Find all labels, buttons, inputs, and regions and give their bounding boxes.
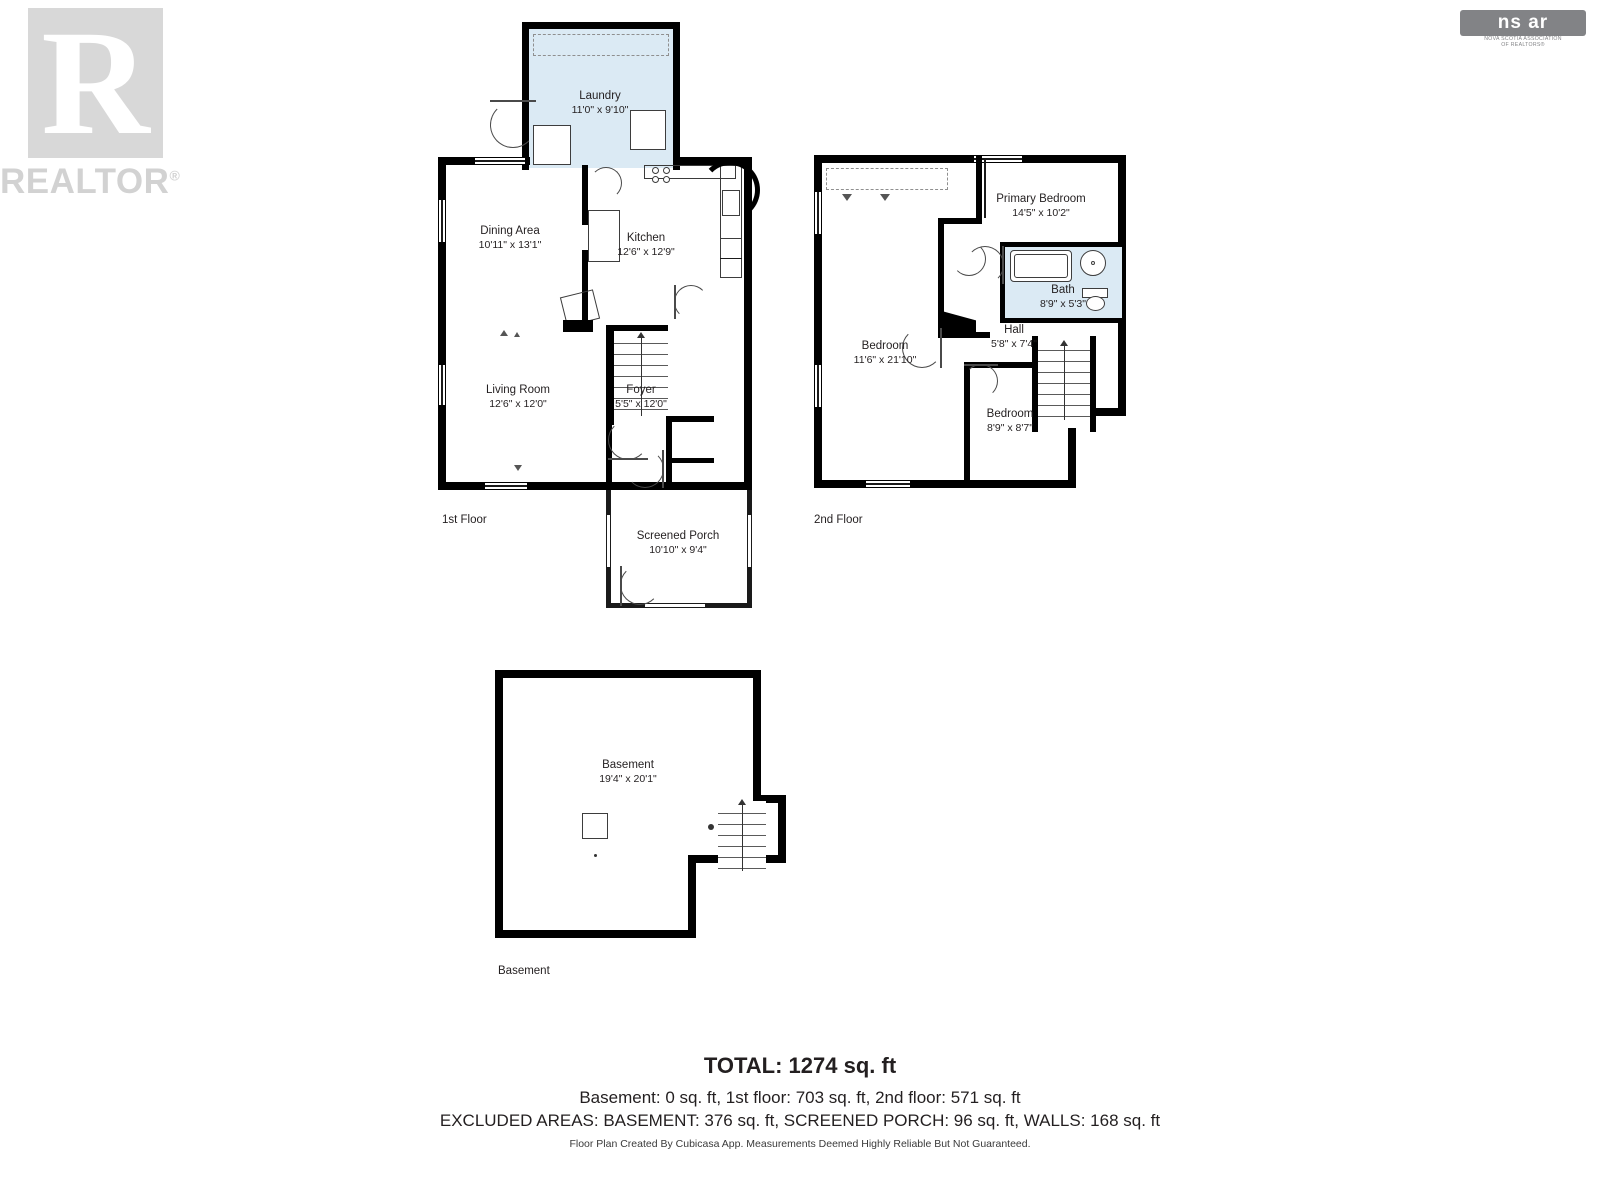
kitchen-appliance-divider: [720, 258, 742, 259]
room-label-kitchen: [576, 232, 716, 259]
basement-plan: [490, 665, 810, 995]
front-door-leaf: [662, 450, 664, 488]
primary-door-swing: [952, 242, 986, 276]
room-label-laundry: [530, 90, 670, 117]
basement-wall-left: [495, 670, 503, 938]
room-name-living-room: Living Room: [486, 384, 550, 396]
nsar-subtitle-line-1: NOVA SCOTIA ASSOCIATION: [1484, 36, 1562, 42]
porch-opening-right: [748, 515, 751, 567]
room-label-screened-porch: [608, 530, 748, 557]
basement-wall-top: [495, 670, 761, 678]
bath-wall-top: [1000, 242, 1124, 247]
room-name-dining-area: Dining Area: [480, 225, 540, 237]
cooktop-burner-1: [652, 167, 659, 174]
porch-door-leaf: [620, 566, 622, 606]
realtor-wordmark: [0, 162, 190, 202]
plan-credit-note: Floor Plan Created By Cubicasa App. Measurements Deemed Highly Reliable But Not Guaranteed.: [569, 1138, 1031, 1150]
room-name-laundry: Laundry: [579, 90, 621, 102]
room-label-dining-area: [440, 225, 580, 252]
laundry-counter-outline: [533, 34, 669, 56]
porch-door-swing: [620, 565, 660, 605]
bedroom-2-door-leaf: [964, 364, 998, 366]
bath-door-leaf: [1002, 246, 1004, 284]
nsar-wordmark: ns ar: [1460, 10, 1586, 36]
room-name-bedroom-2: Bedroom: [986, 408, 1034, 420]
first-floor-plan: [430, 10, 770, 630]
living-room-marker-left: [500, 330, 508, 336]
room-dimensions-bath: 8'9" x 5'3": [1040, 297, 1086, 310]
basement-utility-marker: [708, 824, 714, 830]
foyer-partition-right: [666, 416, 672, 490]
stair3-direction-arrow: [738, 799, 746, 805]
room-dimensions-bedroom: 11'6" x 21'10": [853, 353, 917, 366]
kitchen-peninsula-wall: [563, 320, 593, 332]
window-sill-top-dining: [475, 160, 525, 162]
basement-column: [582, 813, 608, 839]
closet-marker-1: [842, 194, 852, 201]
room-dimensions-screened-porch: 10'10" x 9'4": [649, 543, 707, 556]
closet-shelf-primary: [826, 168, 948, 190]
basement-wall-bumpout-right: [778, 795, 786, 863]
realtor-r-glyph: R: [41, 0, 150, 166]
realtor-registered-mark: ®: [169, 167, 181, 184]
room-name-screened-porch: Screened Porch: [636, 530, 720, 542]
excluded-areas-label: EXCLUDED AREAS: BASEMENT: 376 sq. ft, SCREENED PORCH: 96 sq. ft, WALLS: 168 sq. ft: [439, 1111, 1161, 1130]
laundry-access-door-swing: [590, 167, 622, 199]
laundry-wall-left: [522, 22, 529, 170]
closet-marker-2: [880, 194, 890, 201]
area-summary: [0, 1053, 1600, 1132]
bathroom-sink-drain: [1091, 261, 1095, 265]
room-dimensions-living-room: 12'6" x 12'0": [489, 397, 547, 410]
room-dimensions-bedroom-2: 8'9" x 8'7": [987, 421, 1033, 434]
floor-caption-second: 2nd Floor: [814, 514, 863, 526]
total-area-label: TOTAL: 1274 sq. ft: [703, 1053, 897, 1078]
room-name-kitchen: Kitchen: [626, 232, 666, 244]
room-name-bedroom: Bedroom: [861, 340, 909, 352]
second-floor-wall-bottom: [814, 480, 1076, 488]
second-floor-wall-top-left: [814, 155, 979, 163]
room-label-primary-bedroom: [961, 193, 1121, 220]
bath-wall-bottom: [1000, 318, 1124, 323]
room-name-basement: Basement: [602, 759, 654, 771]
kitchen-corner-curve: [700, 160, 760, 220]
room-name-bath: Bath: [1051, 284, 1075, 296]
basement-floor-drain: [594, 854, 597, 857]
room-dimensions-kitchen: 12'6" x 12'9": [617, 245, 675, 258]
nsar-subtitle-line-2: OF REALTORS®: [1501, 42, 1545, 48]
cooktop-burner-2: [663, 167, 670, 174]
foyer-partition-top: [666, 416, 714, 422]
living-room-marker-mid: [514, 332, 520, 337]
second-floor-plan: [806, 150, 1146, 540]
window-sill-living-left-2: [441, 365, 443, 405]
window-sill-bedroom-bottom: [866, 483, 910, 485]
room-label-bedroom: [820, 340, 950, 367]
laundry-appliance-left: [533, 125, 571, 165]
room-dimensions-basement: 19'4" x 20'1": [599, 772, 657, 785]
window-sill-bottom-1: [485, 485, 527, 487]
realtor-watermark: [0, 0, 190, 210]
room-name-hall: Hall: [1004, 324, 1024, 336]
room-dimensions-hall: 5'8" x 7'4": [991, 337, 1037, 350]
window-sill-bedroom-left-2: [817, 365, 819, 407]
living-room-marker-bottom: [514, 465, 522, 471]
cooktop-burner-3: [652, 176, 659, 183]
stair2-wall-right: [1090, 336, 1096, 432]
room-dimensions-primary-bedroom: 14'5" x 10'2": [1012, 206, 1070, 219]
basement-wall-right-upper: [753, 670, 761, 801]
room-dimensions-laundry: 11'0" x 9'10": [571, 103, 629, 116]
room-label-foyer: [571, 384, 711, 411]
cooktop-burner-4: [663, 176, 670, 183]
room-label-bedroom-2: [948, 408, 1072, 435]
room-dimensions-dining-area: 10'11" x 13'1": [478, 238, 542, 251]
laundry-wall-top: [522, 22, 680, 29]
room-label-hall: [954, 324, 1074, 351]
room-label-basement: [558, 759, 698, 786]
realtor-wordmark-text: REALTOR: [0, 162, 170, 201]
basement-wall-bottom: [495, 930, 696, 938]
stair-direction-arrow: [637, 332, 645, 338]
closet-partition: [666, 458, 714, 463]
floor-caption-basement: Basement: [498, 965, 550, 977]
laundry-wall-right: [673, 22, 680, 170]
basement-wall-lower-right: [688, 855, 696, 938]
kitchen-door-swing: [674, 285, 708, 319]
room-name-primary-bedroom: Primary Bedroom: [996, 193, 1086, 205]
bathtub-inner: [1014, 254, 1068, 278]
area-breakdown-label: Basement: 0 sq. ft, 1st floor: 703 sq. ft, 2nd floor: 571 sq. ft: [579, 1088, 1021, 1107]
room-label-bath: [1001, 284, 1125, 311]
porch-opening-bottom: [645, 604, 705, 607]
nsar-watermark: [1460, 10, 1586, 52]
bedroom-2-door-swing: [964, 364, 998, 398]
floor-caption-first: 1st Floor: [442, 514, 487, 526]
room-label-living-room: [448, 384, 588, 411]
front-door-swing: [626, 450, 664, 488]
stair3-direction-stem: [742, 805, 743, 871]
kitchen-door-leaf: [674, 285, 676, 319]
room-dimensions-foyer: 5'5" x 12'0": [615, 397, 667, 410]
window-sill-bedroom-left-1: [817, 192, 819, 234]
room-name-foyer: Foyer: [626, 384, 656, 396]
